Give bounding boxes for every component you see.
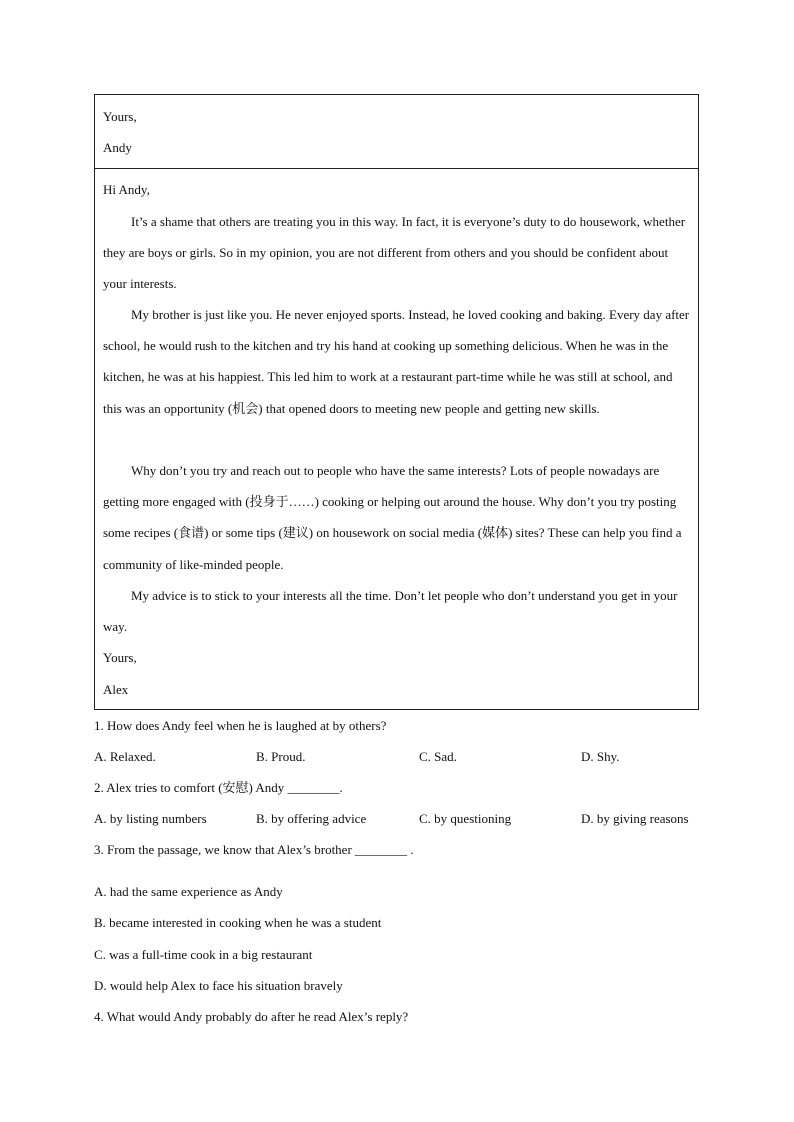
q2-option-c: C. by questioning (419, 811, 512, 826)
q3-option-b: B. became interested in cooking when he was a student (94, 915, 382, 930)
q1-option-c: C. Sad. (419, 749, 457, 764)
alex-greeting: Hi Andy, (103, 182, 150, 197)
alex-signature: Alex (103, 682, 129, 697)
alex-paragraph-1: It’s a shame that others are treating you in this way. In fact, it is everyone’s duty to do housework, whether they are boys or girls. So in my opinion, you are not different from others and you should be confident about your interests. (103, 214, 686, 292)
q3-option-d: D. would help Alex to face his situation bravely (94, 978, 343, 993)
question-3: 3. From the passage, we know that Alex’s brother ________ . (94, 842, 414, 857)
q2-option-a: A. by listing numbers (94, 811, 207, 826)
andy-letter-closing-box (94, 94, 699, 169)
q2-option-b: B. by offering advice (256, 811, 367, 826)
q2-option-d: D. by giving reasons (581, 811, 689, 826)
question-1: 1. How does Andy feel when he is laughed at by others? (94, 718, 387, 733)
question-2: 2. Alex tries to comfort (安慰) Andy ________. (94, 780, 343, 795)
q1-option-d: D. Shy. (581, 749, 620, 764)
alex-closing: Yours, (103, 650, 137, 665)
andy-closing: Yours, (103, 109, 137, 124)
q1-option-b: B. Proud. (256, 749, 306, 764)
alex-paragraph-4: My advice is to stick to your interests all the time. Don’t let people who don’t understand you get in your way. (103, 588, 678, 635)
andy-signature: Andy (103, 140, 132, 155)
q3-option-c: C. was a full-time cook in a big restaurant (94, 947, 313, 962)
alex-paragraph-2: My brother is just like you. He never enjoyed sports. Instead, he loved cooking and baking. Every day after school, he would rush to the kitchen and try his hand at cooking up something delicious. When he was in the kitchen, he was at his happiest. This led him to work at a restaurant part-time while he was still at school, and this was an opportunity (机会) that opened doors to meeting new people and getting new skills. (103, 307, 690, 416)
q1-option-a: A. Relaxed. (94, 749, 156, 764)
q3-option-a: A. had the same experience as Andy (94, 884, 283, 899)
alex-reply-box (94, 168, 699, 710)
alex-paragraph-3: Why don’t you try and reach out to people who have the same interests? Lots of people nowadays are getting more engaged with (投身于……) cooking or helping out around the house. Why don’t you try posting some recipes (食谱) or some tips (建议) on housework on social media (媒体) sites? These can help you find a community of like-minded people. (103, 463, 682, 572)
question-4: 4. What would Andy probably do after he read Alex’s reply? (94, 1009, 409, 1024)
